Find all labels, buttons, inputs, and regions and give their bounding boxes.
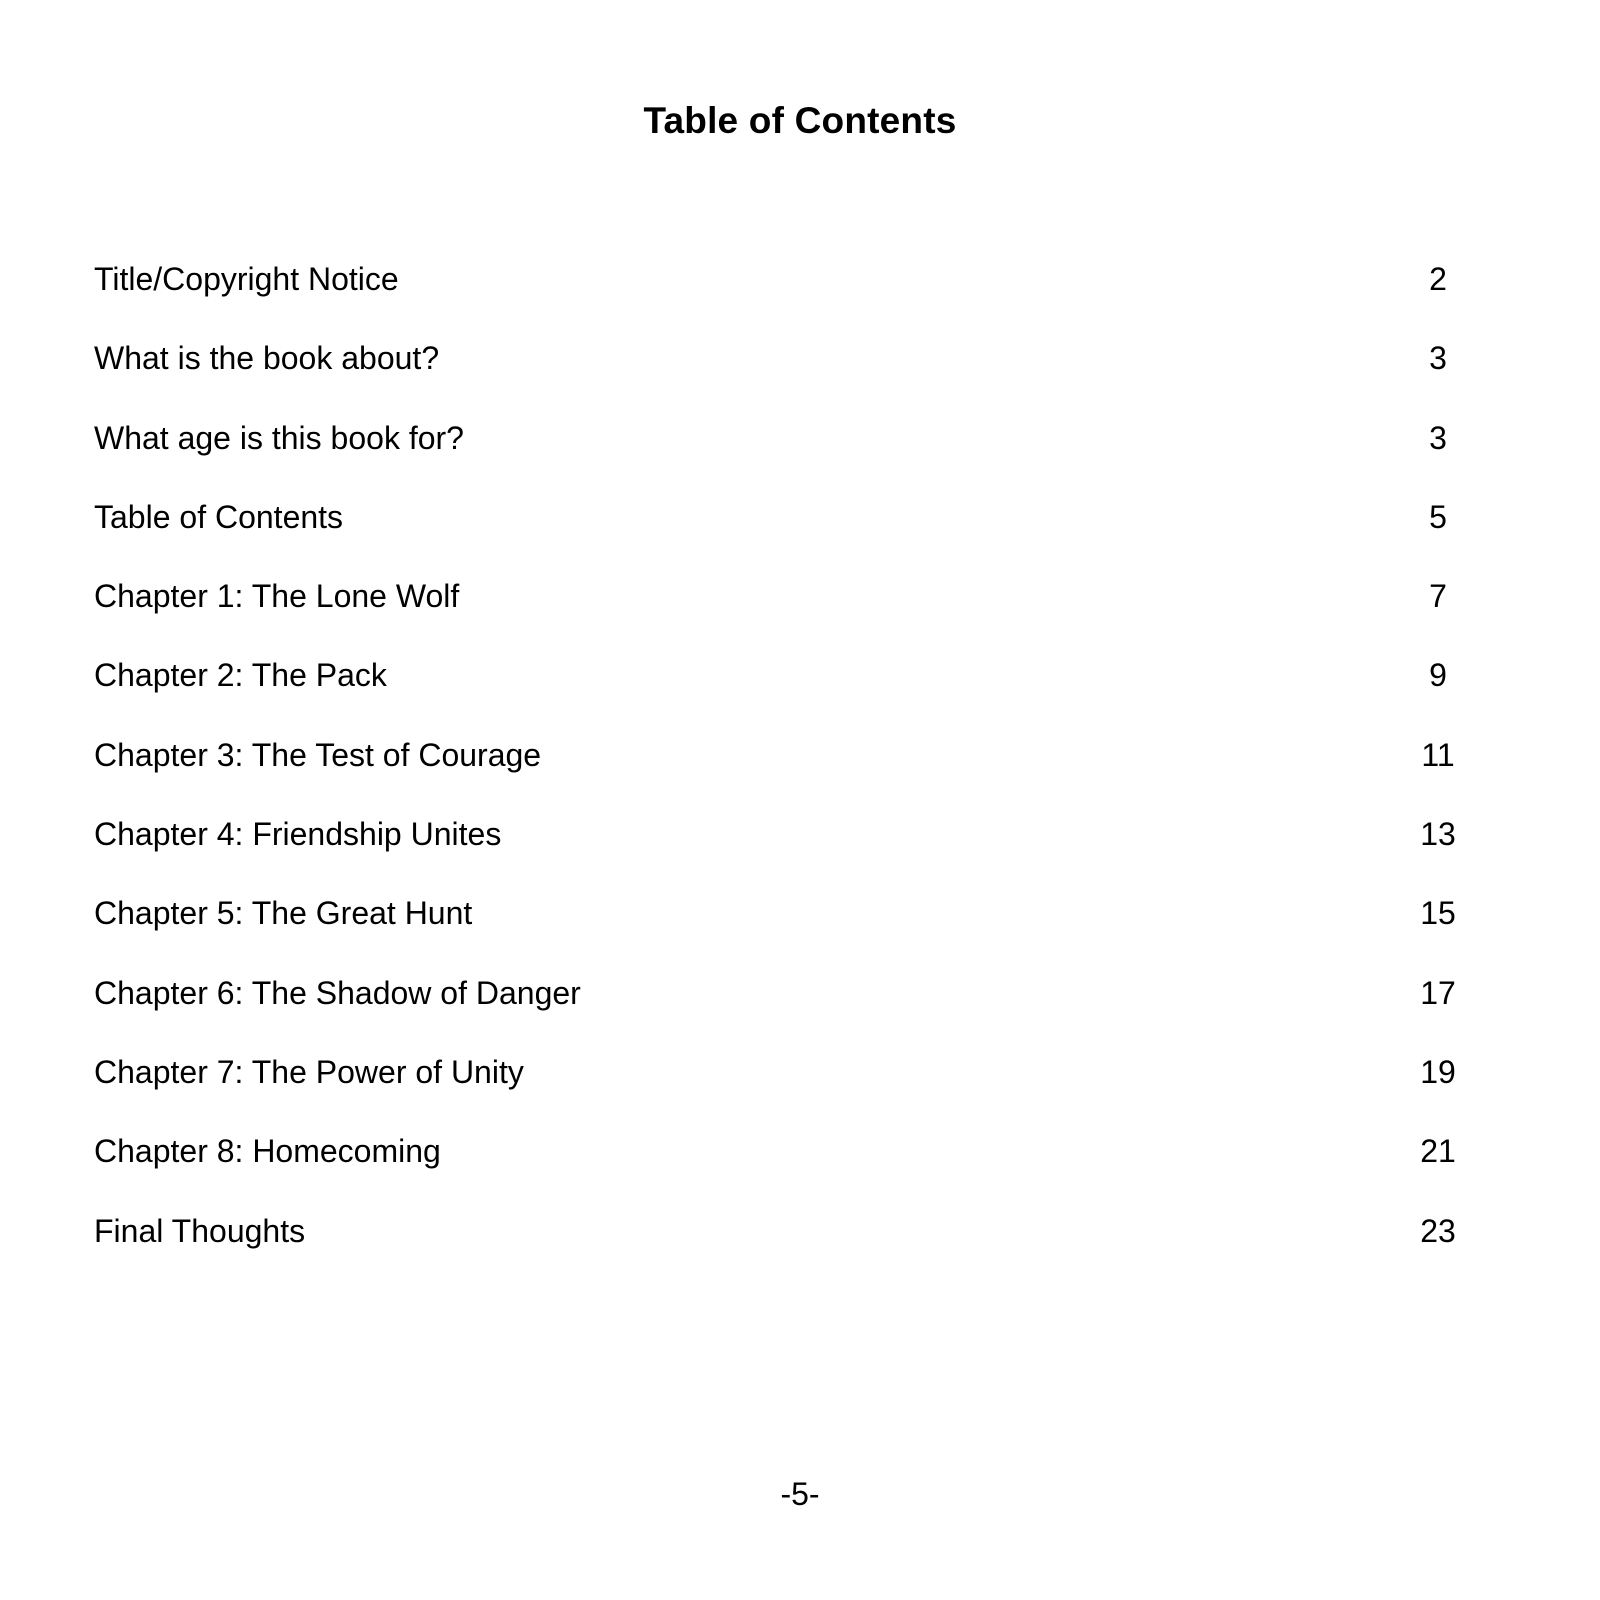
- toc-entry-page: 19: [1420, 1053, 1456, 1090]
- toc-entry-title: Chapter 1: The Lone Wolf: [94, 578, 460, 615]
- toc-entry-page: 3: [1429, 340, 1447, 377]
- toc-entry-page: 9: [1429, 657, 1447, 694]
- toc-entry-page: 21: [1420, 1133, 1456, 1170]
- toc-entry: [94, 733, 1500, 812]
- toc-entry-title: Chapter 5: The Great Hunt: [94, 895, 473, 932]
- toc-entry-page: 2: [1429, 261, 1447, 297]
- toc-entry-page: 17: [1420, 974, 1456, 1011]
- toc-entry: [94, 1050, 1500, 1129]
- toc-entry-title: Table of Contents: [94, 498, 344, 535]
- toc-entry-title: What age is this book for?: [94, 419, 464, 456]
- toc-entry-page: 15: [1420, 895, 1456, 932]
- toc-entry: [94, 1129, 1500, 1208]
- toc-entry: [94, 812, 1500, 891]
- toc-entry: [94, 971, 1500, 1050]
- toc-entry: [94, 574, 1500, 653]
- toc-entry: [94, 257, 1500, 336]
- toc-entry-page: 13: [1420, 816, 1456, 853]
- toc-entry-title: Chapter 6: The Shadow of Danger: [94, 974, 581, 1011]
- toc-entry: [94, 1209, 1500, 1288]
- toc-entry-page: 5: [1429, 498, 1447, 535]
- toc-entry-title: Title/Copyright Notice: [94, 261, 399, 297]
- toc-entry-title: Chapter 8: Homecoming: [94, 1133, 441, 1170]
- page-number: -5-: [780, 1476, 820, 1512]
- toc-entry-title: Final Thoughts: [94, 1212, 306, 1249]
- toc-entry: [94, 891, 1500, 970]
- toc-entry-page: 3: [1429, 419, 1447, 456]
- toc-entry-page: 23: [1420, 1212, 1456, 1249]
- toc-list: [94, 257, 1500, 1288]
- toc-entry-title: Chapter 7: The Power of Unity: [94, 1053, 524, 1090]
- toc-entry: [94, 495, 1500, 574]
- toc-entry-page: 7: [1429, 578, 1447, 615]
- toc-entry: [94, 653, 1500, 732]
- page-title: Table of Contents: [643, 100, 957, 141]
- toc-entry: [94, 416, 1500, 495]
- toc-entry-title: What is the book about?: [94, 340, 440, 377]
- toc-entry-title: Chapter 3: The Test of Courage: [94, 736, 542, 773]
- toc-entry-page: 11: [1421, 736, 1455, 773]
- toc-entry: [94, 336, 1500, 415]
- toc-entry-title: Chapter 2: The Pack: [94, 657, 387, 694]
- toc-entry-title: Chapter 4: Friendship Unites: [94, 816, 502, 853]
